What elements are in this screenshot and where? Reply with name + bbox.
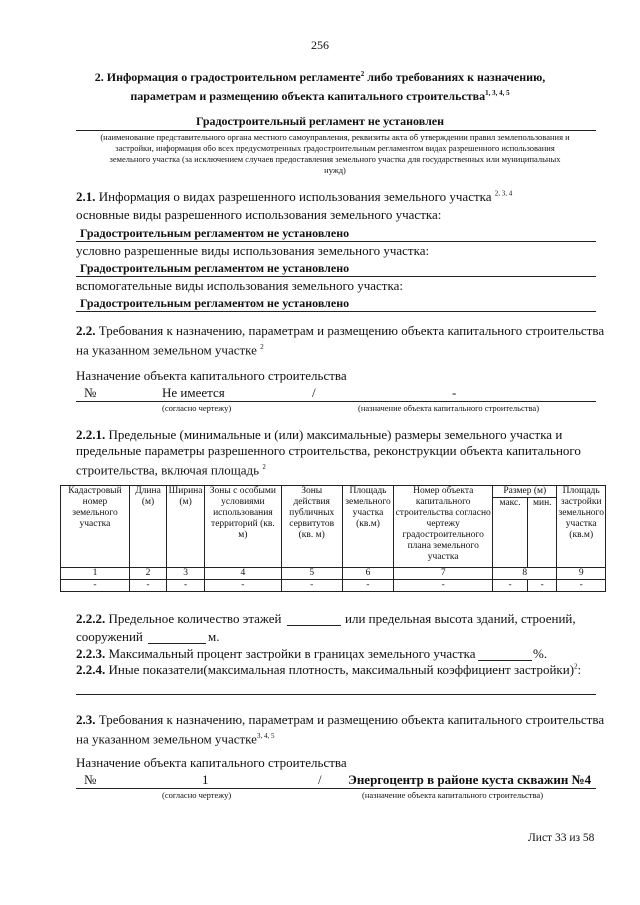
col-land-area: Площадь земельного участка (кв.м) xyxy=(342,486,394,568)
purpose-label-2: Назначение объекта капитального строительства xyxy=(76,755,347,770)
auxiliary-uses-label: вспомогательные виды использования земельного участка: xyxy=(76,278,403,293)
section-2-2-1-title: 2.2.1. Предельные (минимальные и (или) максимальные) размеры земельного участка и предельные параметры разрешенного строительства, реконструкции объекта капитального строительства, включая площадь $^2$ xyxy=(76,427,581,478)
page-number: 256 xyxy=(311,38,329,52)
section-heading: 2. Информация о градостроительном регламенте$^2$ либо требованиях к назначению, параметрам и размещению объекта капитального строительства$^{1, 3, 4, 5}$ xyxy=(94,70,546,103)
section-2-3-title: 2.3. Требования к назначению, параметрам и размещению объекта капитального строительства на указанном земельном участке$^{3, 4, 5}$ xyxy=(76,712,605,747)
col-built-area: Площадь застройки земельного участка (кв.м) xyxy=(557,486,606,568)
caption-drawing: (согласно чертежу) xyxy=(162,403,232,413)
table-row: 1 2 3 4 5 6 7 8 9 xyxy=(61,568,606,580)
purpose-label: Назначение объекта капитального строительства xyxy=(76,368,347,383)
slash-2: / xyxy=(318,772,322,787)
section-2-2-3: 2.2.3. Максимальный процент застройки в границах земельного участка xyxy=(76,646,476,661)
col-size: Размер (м) xyxy=(493,486,557,498)
caption-purpose-2: (назначение объекта капитального строительства) xyxy=(362,790,544,800)
purpose-value: - xyxy=(452,385,457,400)
col-servitude-zones: Зоны действия публичных сервитутов (кв. м) xyxy=(281,486,342,568)
col-object-number: Номер объекта капитального строительства согласно чертежу градостроительного плана земельного участка xyxy=(394,486,493,568)
main-uses-label: основные виды разрешенного использования земельного участка: xyxy=(76,207,442,222)
caption-purpose: (назначение объекта капитального строительства) xyxy=(358,403,540,413)
section-2-2-4: 2.2.4. Иные показатели(максимальная плотность, максимальный коэффициент застройки)$^2$: xyxy=(76,662,582,677)
purpose-value-2: Энергоцентр в районе куста скважин №4 xyxy=(348,772,592,787)
conditional-uses-label: условно разрешенные виды использования земельного участка: xyxy=(76,243,430,258)
conditional-uses-value: Градостроительным регламентом не установлено xyxy=(80,261,350,275)
col-cadastral-number: Кадастровый номер земельного участка xyxy=(61,486,130,568)
slash: / xyxy=(312,385,316,400)
auxiliary-uses-value: Градостроительным регламентом не установлено xyxy=(80,296,350,310)
table-row: - - - - - - - - - - xyxy=(61,580,606,592)
main-uses-value: Градостроительным регламентом не установлено xyxy=(80,226,350,240)
col-size-max: макс. xyxy=(493,498,528,568)
col-width: Ширина (м) xyxy=(167,486,205,568)
object-number-value: Не имеется xyxy=(162,385,225,400)
regulation-status: Градостроительный регламент не установлен xyxy=(195,114,445,128)
col-size-min: мин. xyxy=(528,498,557,568)
number-label-2: № xyxy=(84,772,97,787)
number-label: № xyxy=(84,385,97,400)
section-2-2-title: 2.2. Требования к назначению, параметрам и размещению объекта капитального строительства на указанном земельном участке $^2$ xyxy=(76,323,605,358)
col-special-zones: Зоны с особыми условиями использования территорий (кв. м) xyxy=(205,486,282,568)
sheet-footer: Лист 33 из 58 xyxy=(528,832,595,844)
regulation-note: (наименование представительного органа местного самоуправления, реквизиты акта об утверждении правил землепользования и застройки, информация обо всех предусмотренных градостроительным регламентом видах разрешенного использования земельного участка (за исключением случаев предоставления земельного участка для государственных или муниципальных нужд) xyxy=(100,132,570,175)
caption-drawing-2: (согласно чертежу) xyxy=(162,790,232,800)
col-length: Длина (м) xyxy=(129,486,166,568)
section-2-1-title: 2.1. Информация о видах разрешенного использования земельного участка $^{2, 3, 4}$ xyxy=(76,189,513,204)
section-2-2-2: 2.2.2. Предельное количество этажей xyxy=(76,611,282,626)
object-number-value-2: 1 xyxy=(202,772,209,787)
parameters-table xyxy=(60,485,606,592)
